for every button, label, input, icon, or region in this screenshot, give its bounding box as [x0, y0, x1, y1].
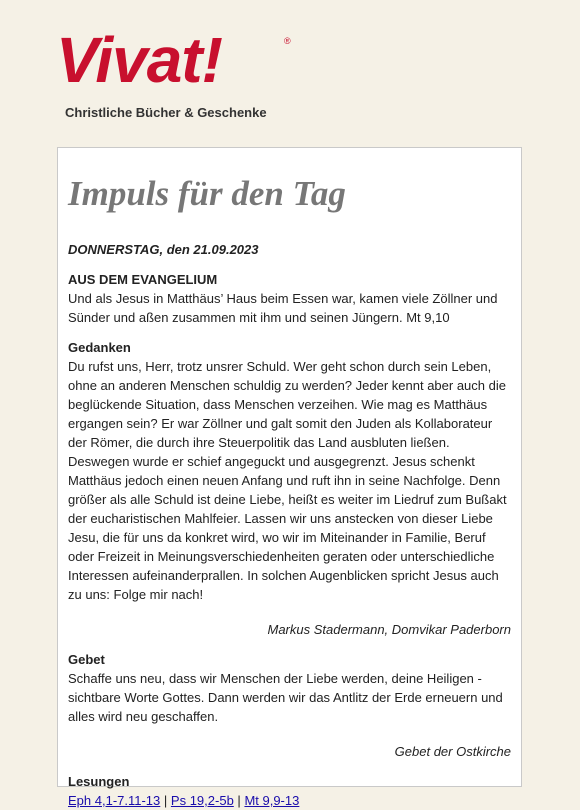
- gospel-heading: AUS DEM EVANGELIUM: [68, 272, 218, 287]
- thoughts-author: Markus Stadermann, Domvikar Paderborn: [267, 622, 511, 637]
- vivat-logo[interactable]: [56, 24, 296, 124]
- link-separator: |: [163, 793, 168, 808]
- readings-links: [68, 791, 511, 810]
- date-line: DONNERSTAG, den 21.09.2023: [68, 242, 259, 257]
- logo-wordmark: Vivat!: [56, 24, 222, 96]
- reading-link-mt[interactable]: Mt 9,9-13: [244, 793, 300, 808]
- impulse-card: [57, 147, 522, 808]
- prayer-text: Schaffe uns neu, dass wir Menschen der Liebe werden, deine Heiligen - sichtbare Worte Gottes. Dann werden wir das Antlitz der Erde erneuern und alles wird neu geschaffen.: [68, 671, 503, 724]
- gospel-text: Und als Jesus in Matthäus’ Haus beim Essen war, kamen viele Zöllner und Sünder und aßen zusammen mit ihm und seinen Jüngern. Mt 9,10: [68, 291, 498, 325]
- prayer-source: Gebet der Ostkirche: [394, 744, 511, 759]
- thoughts-text: Du rufst uns, Herr, trotz unsrer Schuld. Wer geht schon durch sein Leben, ohne an anderen Menschen schuldig zu werden? Jeder kennt aber auch die beglückende Situation, dass Menschen verzeihen. Wie mag es Matthäus ergangen sein? Er war Zöllner und galt somit den Juden als Kollaborateur der Römer, die durch ihre Steuerpolitik das Land ausbluten ließen. Deswegen wurde er schief angeguckt und ausgegrenzt. Jesus schenkt Matthäus jedoch einen neuen Anfang und ruft ihn in seine Nachfolge. Denn größer als alle Schuld ist deine Liebe, heißt es weiter im Liedruf zum Bußakt der eucharistischen Mahlfeier. Lassen wir uns anstecken von dieser Liebe Jesu, die für uns da konkret wird, wo wir im Miteinander in Familie, Beruf oder Freizeit in Meinungsverschiedenheiten geraten oder unterschiedliche Interessen aufeinanderprallen. In solchen Augenblicken spricht Jesus auch zu uns: Folge mir nach!: [68, 359, 507, 602]
- thoughts-heading: Gedanken: [68, 340, 131, 355]
- reading-link-eph[interactable]: Eph 4,1-7.11-13: [68, 793, 161, 808]
- link-separator: |: [237, 793, 241, 808]
- registered-mark: ®: [284, 36, 291, 46]
- readings-heading: Lesungen: [68, 774, 130, 789]
- logo-subtitle: Christliche Bücher & Geschenke: [65, 105, 267, 120]
- reading-link-ps[interactable]: Ps 19,2-5b: [170, 793, 234, 808]
- prayer-heading: Gebet: [68, 652, 105, 667]
- page-title: Impuls für den Tag: [68, 174, 346, 213]
